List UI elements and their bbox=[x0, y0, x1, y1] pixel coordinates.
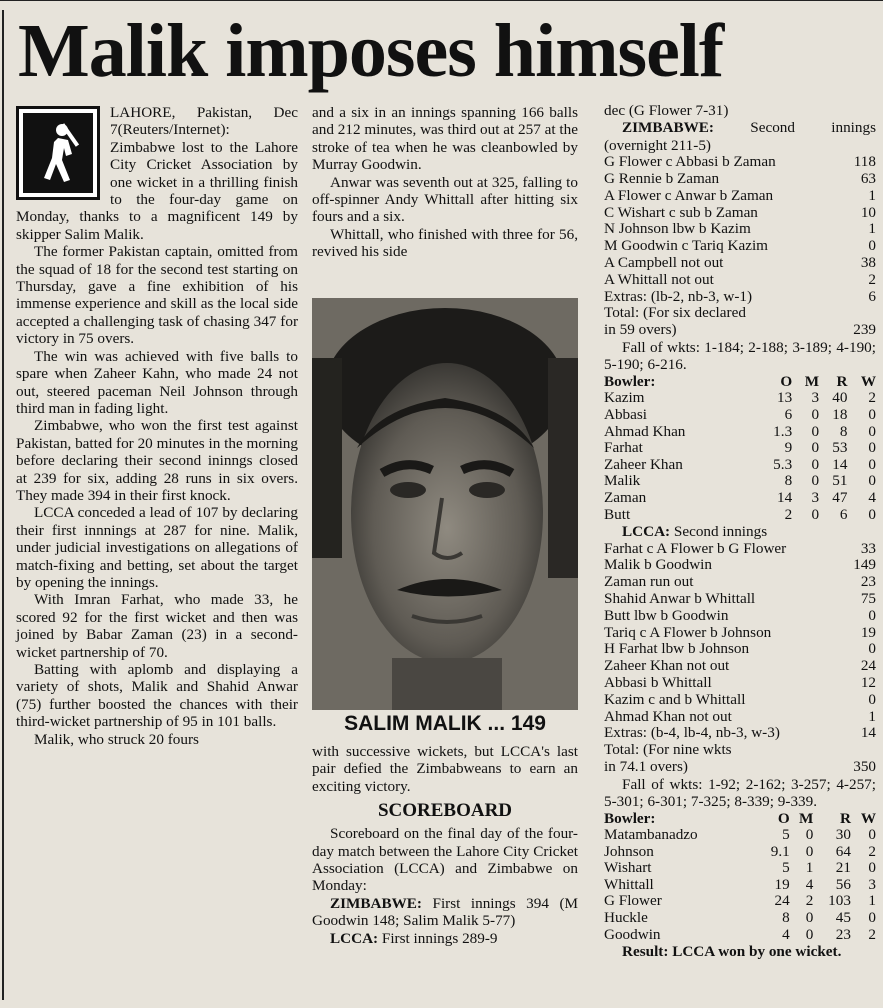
bowler-name: Huckle bbox=[604, 909, 648, 927]
innings-text: First innings 394 (M Goodwin 148; Salim Malik 5-77) bbox=[312, 894, 578, 930]
bowling-figure: 2 bbox=[868, 842, 876, 860]
batsman-entry: A Whittall not out bbox=[604, 270, 714, 288]
batsman-entry: Malik b Goodwin bbox=[604, 556, 712, 574]
batting-row bbox=[604, 725, 876, 742]
team-label: ZIMBABWE: bbox=[622, 119, 714, 137]
portrait-photo bbox=[312, 298, 578, 710]
bowler-name: Ahmad Khan bbox=[604, 422, 686, 440]
batting-row bbox=[604, 557, 876, 574]
paragraph: Malik, who struck 20 fours bbox=[34, 730, 199, 748]
bowling-figure: 4 bbox=[805, 875, 814, 893]
runs: 118 bbox=[853, 153, 876, 171]
batsman-entry: C Wishart c sub b Zaman bbox=[604, 203, 758, 221]
bowling-row bbox=[604, 507, 876, 524]
bowling-figure: 0 bbox=[805, 826, 814, 844]
left-rule bbox=[2, 10, 4, 1000]
paragraph: Anwar was seventh out at 325, falling to off-spinner Andy Whittall after hitting six fours and a six. bbox=[312, 173, 578, 226]
paragraph: with successive wickets, but LCCA's last pair defied the Zimbabweans to earn an exciting victory. bbox=[312, 743, 578, 795]
batsman-entry: Extras: (b-4, lb-4, nb-3, w-3) bbox=[604, 724, 780, 742]
batsman-entry: Butt lbw b Goodwin bbox=[604, 606, 729, 624]
column-header: M bbox=[804, 372, 820, 390]
bowler-name: G Flower bbox=[604, 892, 662, 910]
scoreboard-intro: Scoreboard on the final day of the four-day match between the Lahore City Cricket Association (LCCA) and Zimbabwe on Monday: bbox=[312, 825, 578, 895]
runs: 24 bbox=[860, 657, 876, 675]
bowling-figure: 1 bbox=[868, 892, 876, 910]
bowling-figure: 0 bbox=[868, 505, 876, 523]
match-result: Result: LCCA won by one wicket. bbox=[622, 943, 842, 961]
runs: 1 bbox=[868, 186, 876, 204]
bowling-figure: 40 bbox=[832, 389, 848, 407]
bowling-figure: 9 bbox=[784, 439, 793, 457]
bowling-figure: 1 bbox=[805, 859, 814, 877]
zimbabwe-bowling-table bbox=[604, 811, 876, 944]
batsman-entry: Abbasi b Whittall bbox=[604, 673, 712, 691]
team-label: LCCA: bbox=[330, 929, 379, 947]
runs: 14 bbox=[860, 724, 876, 742]
bowling-figure: 0 bbox=[811, 472, 820, 490]
fall-of-wickets: Fall of wkts: 1-184; 2-188; 3-189; 4-190; 5-190; 6-216. bbox=[604, 338, 876, 374]
bowling-figure: 4 bbox=[868, 488, 876, 506]
total-line bbox=[604, 759, 876, 776]
runs: 38 bbox=[860, 254, 876, 271]
batsman-entry: N Johnson lbw b Kazim bbox=[604, 220, 751, 238]
column-header: O bbox=[777, 809, 790, 827]
bowling-figure: 0 bbox=[805, 925, 814, 943]
runs: 63 bbox=[860, 170, 876, 188]
runs: 1 bbox=[868, 220, 876, 238]
headline: Malik imposes himself bbox=[18, 9, 724, 93]
bowler-name: Zaheer Khan bbox=[604, 455, 683, 473]
zimbabwe-batting-list bbox=[604, 154, 876, 305]
bowling-figure: 6 bbox=[839, 505, 848, 523]
batsman-entry: A Flower c Anwar b Zaman bbox=[604, 186, 774, 204]
team-label: ZIMBABWE: bbox=[330, 894, 422, 912]
column-header: W bbox=[860, 372, 876, 390]
batting-row bbox=[604, 675, 876, 692]
bowling-figure: 3 bbox=[868, 875, 876, 893]
bowler-name: Wishart bbox=[604, 859, 652, 877]
bowler-name: Farhat bbox=[604, 439, 643, 457]
paragraph: and a six in an innings spanning 166 balls and 212 minutes, was third out at 257 at the stroke of tea when he was cleanbowled by Murray Goodwin. bbox=[312, 104, 578, 174]
total-label: Total: (For six declared bbox=[604, 304, 746, 322]
runs: 0 bbox=[868, 690, 876, 708]
column-header: Bowler: bbox=[604, 372, 656, 390]
bowling-row bbox=[604, 457, 876, 474]
bowler-name: Johnson bbox=[604, 842, 654, 860]
bowler-name: Goodwin bbox=[604, 925, 661, 943]
bowling-figure: 4 bbox=[782, 925, 790, 943]
batsman-entry: H Farhat lbw b Johnson bbox=[604, 640, 750, 658]
bowler-name: Abbasi bbox=[604, 405, 648, 423]
column-2-bottom bbox=[312, 743, 578, 947]
total-line bbox=[604, 322, 876, 339]
batsman-entry: Kazim c and b Whittall bbox=[604, 690, 746, 708]
bowling-figure: 3 bbox=[811, 488, 820, 506]
runs: 2 bbox=[868, 270, 876, 288]
batting-row bbox=[604, 591, 876, 608]
paragraph: The former Pakistan captain, omitted from the squad of 18 for the second test starting on Thursday, gave a fine exhibition of his immense experience and skill as the local side accepted a challenging task of chasing 347 for victory in 75 overs. bbox=[16, 243, 298, 348]
batting-row bbox=[604, 658, 876, 675]
column-2-top bbox=[312, 104, 578, 261]
column-header: W bbox=[860, 809, 876, 827]
total-runs: 239 bbox=[853, 321, 876, 339]
innings-text: Second innings (overnight 211-5) bbox=[604, 119, 876, 154]
total-runs: 350 bbox=[853, 757, 876, 775]
batting-row bbox=[604, 608, 876, 625]
face-illustration bbox=[312, 298, 578, 710]
batting-row bbox=[604, 625, 876, 642]
bowling-row bbox=[604, 893, 876, 910]
bowling-figure: 23 bbox=[835, 925, 851, 943]
bowling-figure: 2 bbox=[868, 925, 876, 943]
runs: 6 bbox=[868, 287, 876, 305]
bowling-figure: 30 bbox=[835, 826, 851, 844]
bowling-row bbox=[604, 473, 876, 490]
paragraph: The win was achieved with five balls to spare when Zaheer Kahn, who made 24 not out, steered paceman Neil Johnson through third man in fading light. bbox=[16, 347, 298, 417]
bowling-figure: 0 bbox=[811, 405, 820, 423]
bowling-figure: 0 bbox=[811, 455, 820, 473]
bowling-figure: 2 bbox=[784, 505, 793, 523]
total-label: in 59 overs) bbox=[604, 321, 677, 339]
bowling-figure: 14 bbox=[832, 455, 848, 473]
zimbabwe-second-innings-header bbox=[604, 119, 876, 154]
batting-row bbox=[604, 188, 876, 205]
bowler-name: Kazim bbox=[604, 389, 645, 407]
batsman-entry: Shahid Anwar b Whittall bbox=[604, 589, 756, 607]
batsman-entry: M Goodwin c Tariq Kazim bbox=[604, 237, 768, 255]
bowling-figure: 2 bbox=[868, 389, 876, 407]
zimbabwe-first-innings bbox=[312, 895, 578, 930]
lcca-first-innings bbox=[312, 930, 578, 947]
bowling-figure: 0 bbox=[868, 859, 876, 877]
bowling-figure: 5 bbox=[782, 826, 790, 844]
bowling-figure: 18 bbox=[832, 405, 848, 423]
bowling-row bbox=[604, 440, 876, 457]
batting-row bbox=[604, 709, 876, 726]
runs: 1 bbox=[868, 707, 876, 725]
bowling-figure: 0 bbox=[811, 505, 820, 523]
bowling-figure: 5 bbox=[782, 859, 790, 877]
column-header: R bbox=[839, 809, 851, 827]
column-header: R bbox=[836, 372, 848, 390]
bowling-figure: 14 bbox=[776, 488, 793, 506]
batting-row bbox=[604, 541, 876, 558]
batsman-entry: Tariq c A Flower b Johnson bbox=[604, 623, 772, 641]
bowling-figure: 0 bbox=[868, 439, 876, 457]
innings-text: First innings 289-9 bbox=[378, 929, 498, 947]
bowling-row bbox=[604, 860, 876, 877]
bowling-figure: 0 bbox=[868, 472, 876, 490]
runs: 149 bbox=[853, 556, 876, 574]
batting-row bbox=[604, 641, 876, 658]
bowling-figure: 1.3 bbox=[773, 422, 793, 440]
bowling-figure: 0 bbox=[868, 422, 876, 440]
bowling-row bbox=[604, 390, 876, 407]
runs: 0 bbox=[868, 640, 876, 658]
bowling-figure: 3 bbox=[811, 389, 820, 407]
total-label: Total: (For nine wkts bbox=[604, 741, 732, 759]
batting-row bbox=[604, 171, 876, 188]
paragraph: Batting with aplomb and displaying a variety of shots, Malik and Shahid Anwar (75) further boosted the chances with their third-wicket partnership of 95 in 101 balls. bbox=[16, 661, 298, 731]
paragraph: LAHORE, Pakistan, Dec 7(Reuters/Internet): Zimbabwe lost to the Lahore City Cricket Association by one wicket in a thrilling finish to the four-day game on Monday, thanks to a magnificent 149 by skipper Salim Malik. bbox=[16, 104, 298, 243]
runs: 23 bbox=[860, 573, 876, 591]
runs: 12 bbox=[860, 673, 876, 691]
bowling-row bbox=[604, 927, 876, 944]
column-header: O bbox=[780, 372, 793, 390]
batsman-entry: Ahmad Khan not out bbox=[604, 707, 732, 725]
bowler-name: Malik bbox=[604, 472, 641, 490]
batting-row bbox=[604, 272, 876, 289]
batsman-entry: Extras: (lb-2, nb-3, w-1) bbox=[604, 287, 753, 305]
bowling-figure: 0 bbox=[868, 405, 876, 423]
batting-row bbox=[604, 255, 876, 272]
runs: 10 bbox=[860, 203, 876, 221]
bowler-name: Butt bbox=[604, 505, 631, 523]
batsman-entry: Zaman run out bbox=[604, 573, 694, 591]
lcca-batting-list bbox=[604, 541, 876, 743]
bowler-name: Zaman bbox=[604, 488, 647, 506]
bowling-figure: 21 bbox=[835, 859, 851, 877]
bowling-figure: 53 bbox=[832, 439, 848, 457]
lcca-bowling-table bbox=[604, 374, 876, 523]
bowler-name: Matambanadzo bbox=[604, 826, 698, 844]
bowling-row bbox=[604, 910, 876, 927]
batsman-entry: Farhat c A Flower b G Flower bbox=[604, 539, 787, 557]
batting-row bbox=[604, 238, 876, 255]
paragraph: With Imran Farhat, who made 33, he scored 92 for the first wicket and then was joined by Babar Zaman (23) in a second-wicket partnership of 70. bbox=[16, 591, 298, 661]
total-label: in 74.1 overs) bbox=[604, 757, 688, 775]
column-1 bbox=[16, 104, 298, 748]
batting-row bbox=[604, 154, 876, 171]
bowling-figure: 0 bbox=[868, 455, 876, 473]
bowling-figure: 103 bbox=[828, 892, 851, 910]
batsman-entry: A Campbell not out bbox=[604, 254, 724, 271]
bowling-row bbox=[604, 827, 876, 844]
batting-row bbox=[604, 574, 876, 591]
bowling-figure: 0 bbox=[811, 439, 820, 457]
team-label: LCCA: bbox=[622, 523, 671, 541]
runs: 19 bbox=[860, 623, 876, 641]
batting-row bbox=[604, 221, 876, 238]
bowling-figure: 64 bbox=[835, 842, 851, 860]
fall-of-wickets: Fall of wkts: 1-92; 2-162; 3-257; 4-257; 5-301; 6-301; 7-325; 8-339; 9-339. bbox=[604, 775, 876, 811]
dec-line: dec (G Flower 7-31) bbox=[604, 102, 729, 119]
bowling-row bbox=[604, 407, 876, 424]
bowling-figure: 0 bbox=[805, 842, 814, 860]
bowling-figure: 8 bbox=[784, 472, 793, 490]
bowling-figure: 45 bbox=[835, 909, 851, 927]
batting-row bbox=[604, 205, 876, 222]
bowling-figure: 6 bbox=[784, 405, 793, 423]
photo-caption: SALIM MALIK ... 149 bbox=[344, 712, 546, 735]
paragraph: LCCA conceded a lead of 107 by declaring their first innnings at 287 for nine. Malik, under judicial investigations on allegations of match-fixing and betting, set about the target by opening the innings. bbox=[16, 504, 298, 591]
bowling-figure: 0 bbox=[811, 422, 820, 440]
innings-text: Second innings bbox=[670, 523, 768, 541]
total-line bbox=[604, 305, 876, 322]
bowling-row bbox=[604, 490, 876, 507]
bowling-figure: 19 bbox=[774, 875, 790, 893]
bowling-figure: 0 bbox=[868, 909, 876, 927]
paragraph: Whittall, who finished with three for 56, revived his side bbox=[312, 225, 578, 261]
total-line bbox=[604, 742, 876, 759]
paragraph: Zimbabwe, who won the first test against Pakistan, batted for 20 minutes in the morning before declaring their second ininngs closed at 239 for six, adding 28 runs in six overs. They made 394 in their first knock. bbox=[16, 417, 298, 504]
batsman-entry: Zaheer Khan not out bbox=[604, 657, 730, 675]
column-header: Bowler: bbox=[604, 809, 656, 827]
bowling-figure: 56 bbox=[835, 875, 851, 893]
column-3-scorecard bbox=[604, 102, 876, 961]
bowling-figure: 13 bbox=[776, 389, 793, 407]
bowling-figure: 51 bbox=[832, 472, 848, 490]
bowling-figure: 5.3 bbox=[773, 455, 793, 473]
bowling-figure: 24 bbox=[774, 892, 790, 910]
column-header: M bbox=[799, 809, 814, 827]
bowling-figure: 8 bbox=[839, 422, 848, 440]
bowling-figure: 47 bbox=[832, 488, 848, 506]
batsman-entry: G Rennie b Zaman bbox=[604, 170, 720, 188]
cricket-logo bbox=[16, 106, 100, 200]
bowler-name: Whittall bbox=[604, 875, 654, 893]
bowling-row bbox=[604, 844, 876, 861]
bowling-header-row bbox=[604, 811, 876, 828]
bowling-figure: 9.1 bbox=[770, 842, 790, 860]
batsman-entry: G Flower c Abbasi b Zaman bbox=[604, 153, 776, 171]
runs: 33 bbox=[860, 539, 876, 557]
runs: 0 bbox=[868, 237, 876, 255]
bowling-figure: 0 bbox=[805, 909, 814, 927]
runs: 0 bbox=[868, 606, 876, 624]
batsman-icon bbox=[28, 118, 88, 188]
bowling-row bbox=[604, 877, 876, 894]
scoreboard-heading: SCOREBOARD bbox=[377, 800, 513, 822]
bowling-row bbox=[604, 424, 876, 441]
batting-row bbox=[604, 692, 876, 709]
bowling-figure: 2 bbox=[805, 892, 814, 910]
bowling-figure: 8 bbox=[782, 909, 790, 927]
runs: 75 bbox=[860, 589, 876, 607]
bowling-figure: 0 bbox=[868, 826, 876, 844]
lcca-second-innings-header bbox=[604, 523, 876, 540]
bowling-header-row bbox=[604, 374, 876, 391]
batting-row bbox=[604, 289, 876, 306]
